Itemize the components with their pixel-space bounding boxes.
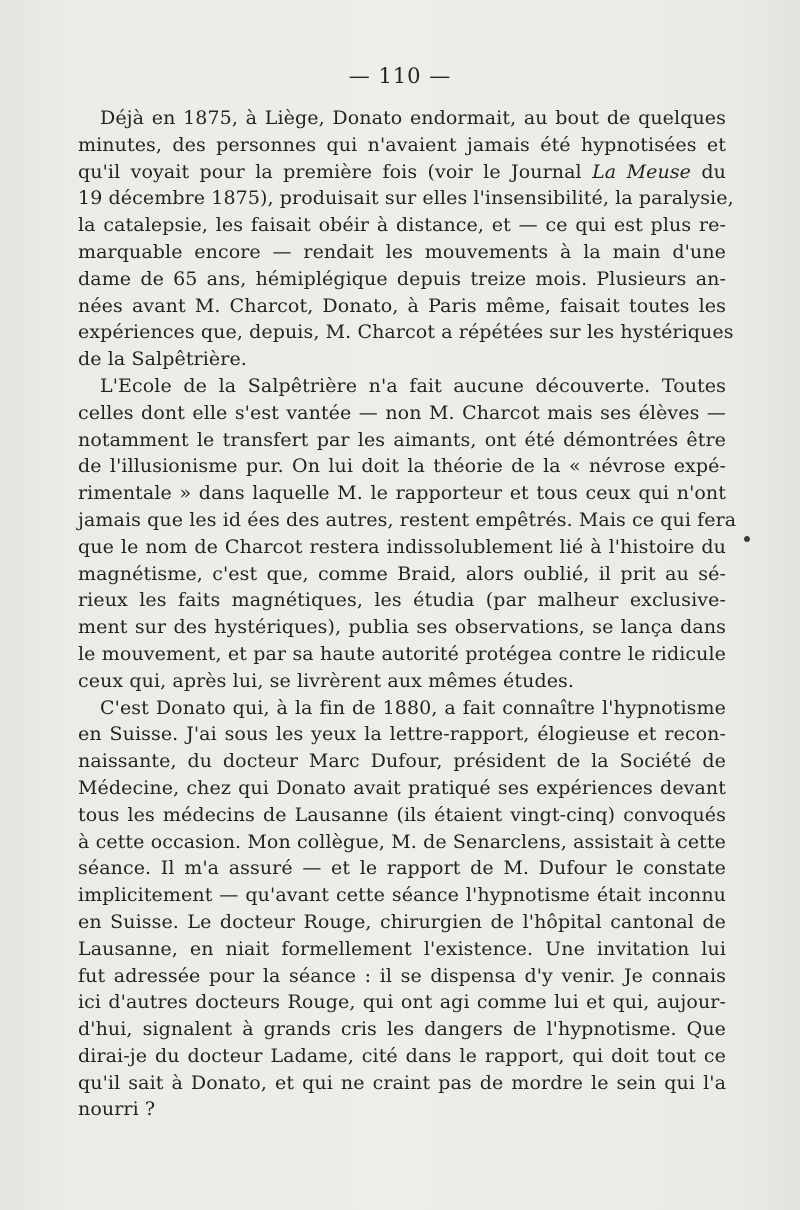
text-line: nourri ? [78,1098,156,1121]
paragraph-1 [78,105,734,373]
text-line: C'est Donato qui, à la fin de 1880, a fait connaître l'hypnotisme [100,696,726,719]
text-line: ceux qui, après lui, se livrèrent aux mêmes études. [78,669,575,692]
text-line: Médecine, chez qui Donato avait pratiqué ses expériences devant [78,776,726,799]
text-line: expériences que, depuis, M. Charcot a répétées sur les hystériques [78,321,734,344]
text-line: minutes, des personnes qui n'avaient jamais été hypnotisées et [78,133,726,156]
text-line: notamment le transfert par les aimants, ont été démontrées être [78,428,726,451]
text-line: qu'il voyait pour la première fois (voir le Journal La Meuse du [78,160,726,183]
text-line: que le nom de Charcot restera indissolublement lié à l'histoire du [78,535,726,558]
text-line: dame de 65 ans, hémiplégique depuis treize mois. Plusieurs an- [78,267,726,290]
text-line: rieux les faits magnétiques, les étudia (par malheur exclusive- [78,589,726,612]
text-line: marquable encore — rendait les mouvements à la main d'une [78,240,726,263]
text-line: Déjà en 1875, à Liège, Donato endormait, au bout de quelques [100,107,726,129]
text-line: fut adressée pour la séance : il se dispensa d'y venir. Je connais [78,964,726,987]
text-line: dirai-je du docteur Ladame, cité dans le rapport, qui doit tout ce [78,1044,726,1067]
text-line: 19 décembre 1875), produisait sur elles l'insensibilité, la paralysie, [78,187,734,210]
text-line: de l'illusionisme pur. On lui doit la théorie de la « névrose expé- [78,455,726,478]
page-number: — 110 — [348,64,452,88]
paragraph-3 [78,695,726,1124]
text-line: jamais que les id ées des autres, restent empêtrés. Mais ce qui fera [78,508,737,531]
text-line: qu'il sait à Donato, et qui ne craint pas de mordre le sein qui l'a [78,1071,726,1094]
text-line: séance. Il m'a assuré — et le rapport de M. Dufour le constate [78,857,726,880]
text-line: naissante, du docteur Marc Dufour, président de la Société de [78,750,726,773]
text-line: magnétisme, c'est que, comme Braid, alors oublié, il prit au sé- [78,562,726,585]
text-line: ici d'autres docteurs Rouge, qui ont agi comme lui et qui, aujour- [78,991,726,1014]
text-line: d'hui, signalent à grands cris les dangers de l'hypnotisme. Que [78,1018,726,1041]
text-line: L'Ecole de la Salpêtrière n'a fait aucune découverte. Toutes [100,374,726,397]
text-line: ment sur des hystériques), publia ses observations, se lança dans [78,616,726,639]
text-line: en Suisse. Le docteur Rouge, chirurgien de l'hôpital cantonal de [78,910,726,933]
body-text [78,105,737,1123]
paragraph-2 [78,373,737,695]
text-line: de la Salpêtrière. [78,348,247,371]
text-line: à cette occasion. Mon collègue, M. de Senarclens, assistait à cette [78,830,726,853]
journal-title: La Meuse [592,160,692,183]
text-line: nées avant M. Charcot, Donato, à Paris même, faisait toutes les [78,294,726,317]
text-line: le mouvement, et par sa haute autorité protégea contre le ridicule [78,642,726,665]
text-line: implicitement — qu'avant cette séance l'hypnotisme était inconnu [78,884,726,907]
text-line: tous les médecins de Lausanne (ils étaient vingt-cinq) convoqués [78,803,726,826]
text-line: celles dont elle s'est vantée — non M. Charcot mais ses élèves — [78,401,726,424]
ink-speck [744,536,750,542]
text-line: Lausanne, en niait formellement l'existence. Une invitation lui [78,937,726,960]
text-line: rimentale » dans laquelle M. le rapporteur et tous ceux qui n'ont [78,482,726,505]
text-line: en Suisse. J'ai sous les yeux la lettre-rapport, élogieuse et recon- [78,723,726,746]
text-line: la catalepsie, les faisait obéir à distance, et — ce qui est plus re- [78,214,726,237]
